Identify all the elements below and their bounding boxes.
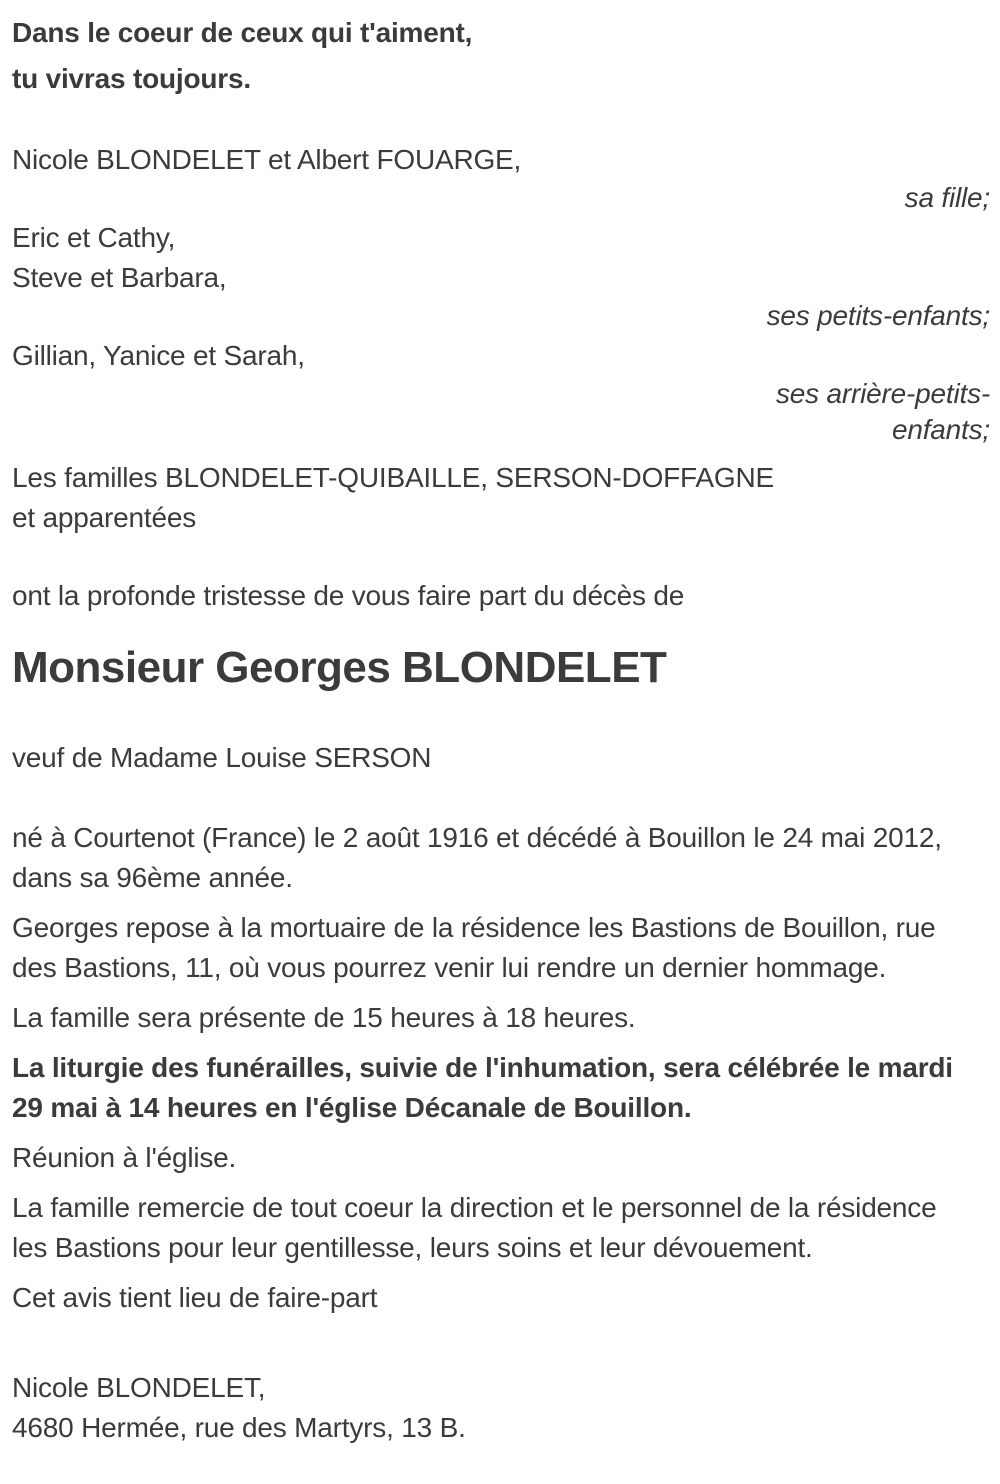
family-names: Eric et Cathy,: [12, 222, 176, 253]
notice-paragraph: Cet avis tient lieu de faire-part: [12, 1282, 378, 1313]
family-relation: enfants;: [891, 414, 990, 445]
epigraph-line-1: Dans le coeur de ceux qui t'aiment,: [12, 17, 473, 48]
family-group-great-grandchildren: [12, 336, 990, 448]
family-relation: ses petits-enfants;: [766, 300, 990, 331]
family-relation: sa fille;: [904, 182, 990, 213]
thanks-paragraph: La famille remercie de tout coeur la direction et le personnel de la résidence les Bastions pour leur gentillesse, leurs soins et leur dévouement.: [12, 1192, 937, 1263]
meeting-paragraph: Réunion à l'église.: [12, 1142, 237, 1173]
widower-line: veuf de Madame Louise SERSON: [12, 742, 432, 773]
epigraph-line-2: tu vivras toujours.: [12, 63, 251, 94]
family-relation: ses arrière-petits-: [775, 378, 990, 409]
family-names: Gillian, Yanice et Sarah,: [12, 340, 305, 371]
related-families-line-1: Les familles BLONDELET-QUIBAILLE, SERSON-DOFFAGNE: [12, 462, 774, 493]
related-families: [12, 458, 990, 538]
mortuary-paragraph: Georges repose à la mortuaire de la résidence les Bastions de Bouillon, rue des Bastions, 11, où vous pourrez venir lui rendre un dernier hommage.: [12, 912, 936, 983]
epigraph: [12, 10, 990, 102]
family-names: Nicole BLONDELET et Albert FOUARGE,: [12, 144, 522, 175]
contact-name: Nicole BLONDELET,: [12, 1372, 266, 1403]
contact-block: [12, 1368, 990, 1448]
visiting-hours-paragraph: La famille sera présente de 15 heures à 18 heures.: [12, 1002, 636, 1033]
announcement-intro: ont la profonde tristesse de vous faire part du décès de: [12, 580, 685, 611]
family-group-daughter: [12, 140, 990, 216]
deceased-name: Monsieur Georges BLONDELET: [12, 643, 667, 692]
family-group-grandchildren: [12, 218, 990, 334]
life-dates-paragraph: né à Courtenot (France) le 2 août 1916 et décédé à Bouillon le 24 mai 2012, dans sa 96ème année.: [12, 822, 942, 893]
related-families-line-2: et apparentées: [12, 502, 197, 533]
contact-address: 4680 Hermée, rue des Martyrs, 13 B.: [12, 1412, 466, 1443]
family-list: [12, 140, 990, 538]
family-names: Steve et Barbara,: [12, 262, 227, 293]
funeral-paragraph: La liturgie des funérailles, suivie de l'inhumation, sera célébrée le mardi 29 mai à 14 heures en l'église Décanale de Bouillon.: [12, 1052, 953, 1123]
